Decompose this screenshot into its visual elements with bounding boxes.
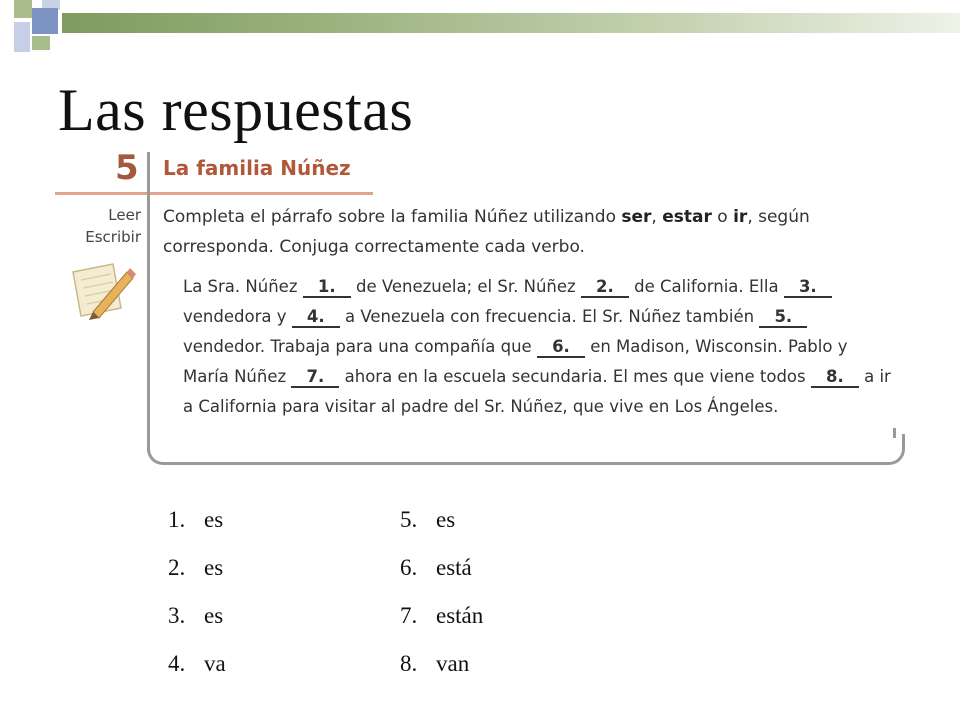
blank-1: 1. [303,278,351,298]
activity-paragraph [183,272,893,422]
blank-8: 8. [811,368,859,388]
paragraph-text: en Madison, Wisconsin. Pablo y María Núñez [183,337,848,386]
decor-square [32,36,50,50]
blank-5: 5. [759,308,807,328]
paragraph-text: de California. Ella [628,277,784,296]
instruction-text: , [651,207,663,227]
instruction-verb-estar: estar [662,207,712,227]
instruction-verb-ir: ir [733,207,748,227]
answer-item [168,496,226,544]
activity-number: 5 [115,148,139,188]
answer-number: 8. [400,651,418,676]
answer-item [400,496,483,544]
answer-number: 6. [400,555,418,580]
answer-text: van [436,651,470,676]
paragraph-text: La Sra. Núñez [183,277,303,296]
activity-heading: La familia Núñez [163,156,351,180]
answer-number: 3. [168,603,186,628]
answer-text: están [436,603,484,628]
answer-text: va [204,651,226,676]
blank-4: 4. [292,308,340,328]
decor-square [14,22,30,52]
answer-number: 7. [400,603,418,628]
paragraph-text: a ir a California para visitar al padre del Sr. Núñez, que vive en Los Ángeles. [183,367,891,416]
slide-title: Las respuestas [58,77,414,143]
activity-rule [55,192,373,195]
instruction-text: Completa el párrafo sobre la familia Núñez utilizando [163,207,622,227]
answers-column-1 [168,496,226,688]
paragraph-text: a Venezuela con frecuencia. El Sr. Núñez también [339,307,760,326]
activity-skills [55,204,141,248]
answer-item [400,544,483,592]
answer-number: 2. [168,555,186,580]
activity-box [55,148,905,468]
instruction-text: , según corresponda. Conjuga correctamente cada verbo. [163,207,810,257]
blank-6: 6. [537,338,585,358]
paragraph-text: vendedora y [183,307,292,326]
answer-text: es [204,603,224,628]
pencil-paper-icon [67,258,139,327]
paragraph-text: vendedor. Trabaja para una compañía que [183,337,537,356]
answers-column-2 [400,496,483,688]
paragraph-text: ahora en la escuela secundaria. El mes que viene todos [339,367,811,386]
answer-item [400,592,483,640]
blank-3: 3. [784,278,832,298]
blank-2: 2. [581,278,629,298]
instruction-text: o [711,207,734,227]
paragraph-text: de Venezuela; el Sr. Núñez [350,277,581,296]
instruction-verb-ser: ser [621,207,652,227]
skill-label: Escribir [85,228,141,246]
answer-number: 1. [168,507,186,532]
answer-text: es [204,507,224,532]
activity-instructions [163,202,863,262]
answer-text: está [436,555,472,580]
skill-label: Leer [108,206,141,224]
answer-number: 4. [168,651,186,676]
answer-item [168,592,226,640]
decor-square [14,0,32,18]
blank-7: 7. [291,368,339,388]
answer-item [168,640,226,688]
answer-item [400,640,483,688]
activity-border-right [893,428,896,438]
header-bar [62,13,960,33]
answer-text: es [436,507,456,532]
activity-border-bottom [147,434,905,465]
answer-number: 5. [400,507,418,532]
decor-square [32,8,58,34]
activity-border-left [147,152,150,452]
answer-item [168,544,226,592]
answer-text: es [204,555,224,580]
